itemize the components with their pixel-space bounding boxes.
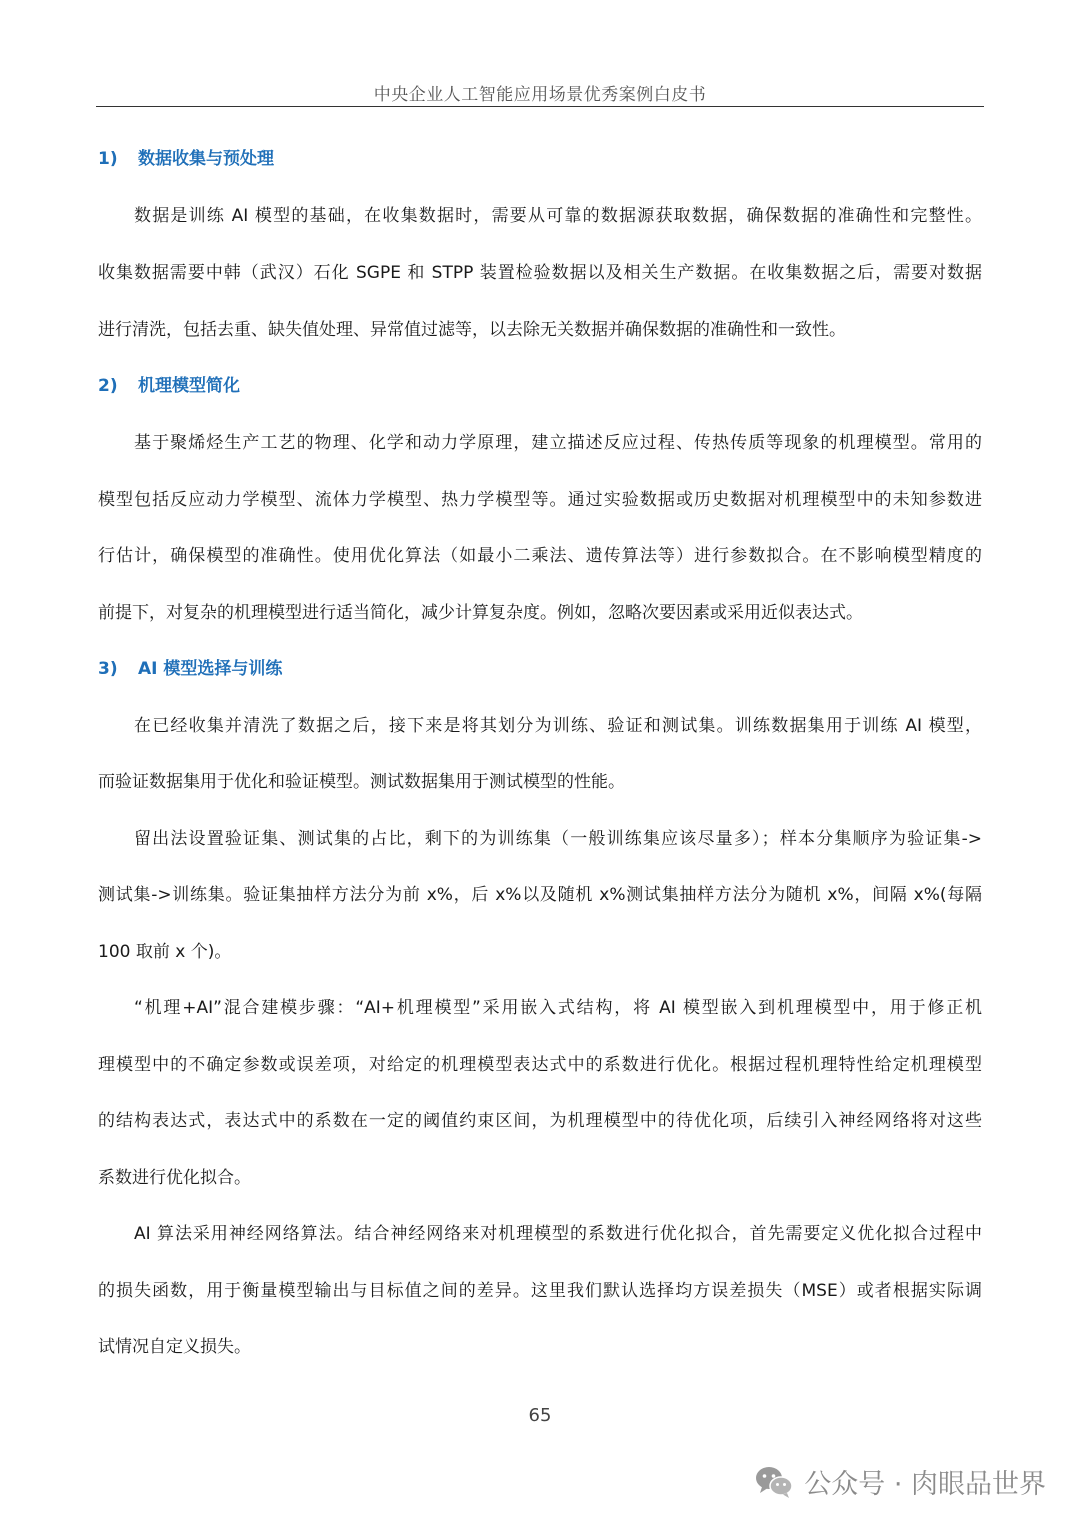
section-title: 数据收集与预处理 xyxy=(138,149,274,169)
paragraph-line: 收集数据需要中韩（武汉）石化 SGPE 和 STPP 装置检验数据以及相关生产数据。在收集数据之后，需要对数据 xyxy=(98,263,982,283)
section-heading-2 xyxy=(98,374,240,398)
running-header-title: 中央企业人工智能应用场景优秀案例白皮书 xyxy=(373,85,707,105)
paragraph-line: 100 取前 x 个)。 xyxy=(98,942,232,962)
paragraph-line: 而验证数据集用于优化和验证模型。测试数据集用于测试模型的性能。 xyxy=(98,772,625,792)
section-title: AI 模型选择与训练 xyxy=(138,659,283,679)
paragraph-line: 测试集->训练集。验证集抽样方法分为前 x%，后 x%以及随机 x%测试集抽样方法分为随机 x%，间隔 x%(每隔 xyxy=(98,885,982,905)
paragraph-line: 的结构表达式，表达式中的系数在一定的阈值约束区间，为机理模型中的待优化项，后续引入神经网络将对这些 xyxy=(98,1111,982,1131)
header-divider xyxy=(96,106,984,107)
paragraph-line: AI 算法采用神经网络算法。结合神经网络来对机理模型的系数进行优化拟合，首先需要定义优化拟合过程中 xyxy=(134,1224,982,1244)
section-number: 3) xyxy=(98,659,118,679)
section-number: 2) xyxy=(98,376,118,396)
page-number: 65 xyxy=(528,1405,552,1426)
paragraph-line: 进行清洗，包括去重、缺失值处理、异常值过滤等，以去除无关数据并确保数据的准确性和一致性。 xyxy=(98,320,846,340)
watermark-text: 公众号 · 肉眼品世界 xyxy=(804,1469,1046,1500)
section-title: 机理模型简化 xyxy=(138,376,240,396)
paragraph-line: 留出法设置验证集、测试集的占比，剩下的为训练集（一般训练集应该尽量多）；样本分集顺序为验证集-> xyxy=(134,829,982,849)
paragraph-line: 基于聚烯烃生产工艺的物理、化学和动力学原理，建立描述反应过程、传热传质等现象的机理模型。常用的 xyxy=(134,433,982,453)
paragraph-line: 模型包括反应动力学模型、流体力学模型、热力学模型等。通过实验数据或历史数据对机理模型中的未知参数进 xyxy=(98,490,982,510)
paragraph-line: “机理+AI”混合建模步骤：“AI+机理模型”采用嵌入式结构，将 AI 模型嵌入到机理模型中，用于修正机 xyxy=(134,998,982,1018)
watermark xyxy=(754,1462,1046,1501)
section-heading-1 xyxy=(98,147,274,171)
section-number: 1) xyxy=(98,149,118,169)
paragraph-line: 前提下，对复杂的机理模型进行适当简化，减少计算复杂度。例如，忽略次要因素或采用近似表达式。 xyxy=(98,603,863,623)
paragraph-line: 系数进行优化拟合。 xyxy=(98,1168,251,1188)
wechat-icon xyxy=(754,1465,794,1499)
paragraph-line: 理模型中的不确定参数或误差项，对给定的机理模型表达式中的系数进行优化。根据过程机理特性给定机理模型 xyxy=(98,1055,982,1075)
section-heading-3 xyxy=(98,657,282,681)
paragraph-line: 行估计，确保模型的准确性。使用优化算法（如最小二乘法、遗传算法等）进行参数拟合。在不影响模型精度的 xyxy=(98,546,982,566)
paragraph-line: 数据是训练 AI 模型的基础，在收集数据时，需要从可靠的数据源获取数据，确保数据的准确性和完整性。 xyxy=(134,206,982,226)
paragraph-line: 的损失函数，用于衡量模型输出与目标值之间的差异。这里我们默认选择均方误差损失（MSE）或者根据实际调 xyxy=(98,1281,982,1301)
paragraph-line: 在已经收集并清洗了数据之后，接下来是将其划分为训练、验证和测试集。训练数据集用于训练 AI 模型， xyxy=(134,716,982,736)
paragraph-line: 试情况自定义损失。 xyxy=(98,1337,251,1357)
